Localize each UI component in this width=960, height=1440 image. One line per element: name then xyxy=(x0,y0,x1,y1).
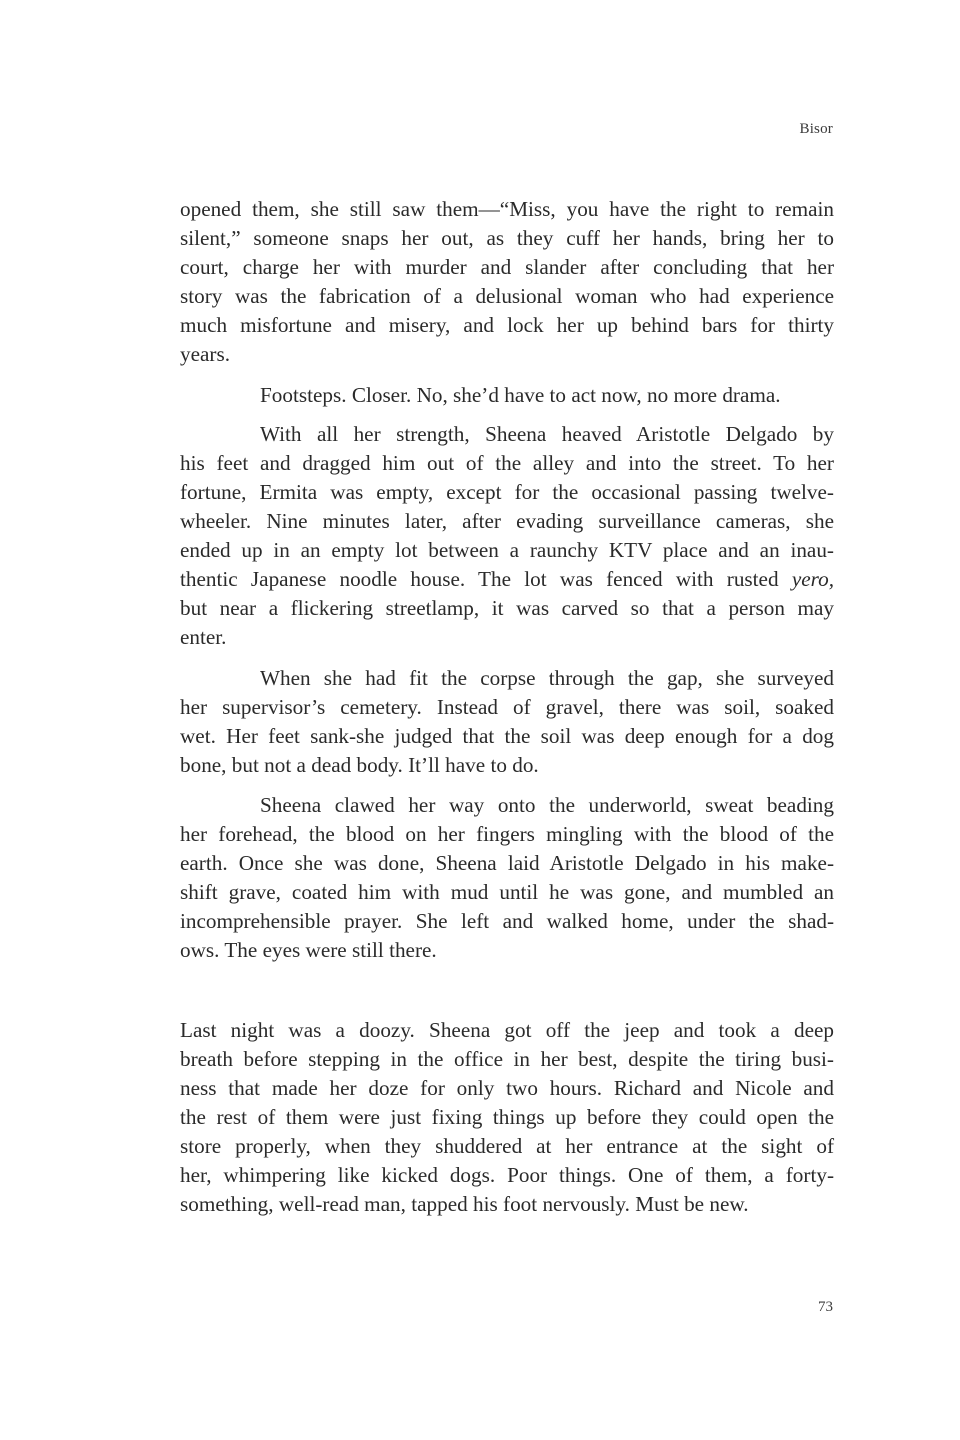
text-line: breath before stepping in the office in her best, despite the tiring busi- xyxy=(180,1047,834,1071)
text-line: fortune, Ermita was empty, except for the occasional passing twelve- xyxy=(180,480,834,504)
text-line: incomprehensible prayer. She left and walked home, under the shad- xyxy=(180,909,834,933)
text-line: ness that made her doze for only two hours. Richard and Nicole and xyxy=(180,1076,834,1100)
text-line: earth. Once she was done, Sheena laid Aristotle Delgado in his make- xyxy=(180,851,834,875)
text-line: ows. The eyes were still there. xyxy=(180,938,437,962)
paragraph-5 xyxy=(180,791,834,965)
page-number: 73 xyxy=(818,1299,833,1315)
text-run: thentic Japanese noodle house. The lot was fenced with rusted xyxy=(180,567,792,591)
paragraph-6 xyxy=(180,1016,834,1219)
text-line: bone, but not a dead body. It’ll have to do. xyxy=(180,753,539,777)
running-head: Bisor xyxy=(799,121,833,137)
text-line: Last night was a doozy. Sheena got off the jeep and took a deep xyxy=(180,1018,834,1042)
text-line: wheeler. Nine minutes later, after evading surveillance cameras, she xyxy=(180,509,834,533)
text-line: enter. xyxy=(180,625,227,649)
text-line: shift grave, coated him with mud until he was gone, and mumbled an xyxy=(180,880,834,904)
text-line: something, well-read man, tapped his foot nervously. Must be new. xyxy=(180,1192,749,1216)
paragraph-3 xyxy=(180,420,834,652)
text-line: silent,” someone snaps her out, as they cuff her hands, bring her to xyxy=(180,226,834,250)
paragraph-4 xyxy=(180,664,834,780)
text-line: her, whimpering like kicked dogs. Poor things. One of them, a forty- xyxy=(180,1163,834,1187)
text-line-with-italic xyxy=(180,565,834,594)
text-line: her forehead, the blood on her fingers mingling with the blood of the xyxy=(180,822,834,846)
paragraph-2 xyxy=(180,381,834,410)
text-line: her supervisor’s cemetery. Instead of gravel, there was soil, soaked xyxy=(180,695,834,719)
italic-word: yero, xyxy=(791,567,834,591)
text-line: ended up in an empty lot between a raunchy KTV place and an inau- xyxy=(180,538,834,562)
text-line: store properly, when they shuddered at her entrance at the sight of xyxy=(180,1134,834,1158)
text-line: Sheena clawed her way onto the underworld, sweat beading xyxy=(260,793,834,817)
text-line: When she had fit the corpse through the gap, she surveyed xyxy=(260,666,834,690)
text-line: Footsteps. Closer. No, she’d have to act now, no more drama. xyxy=(260,383,781,407)
text-line: years. xyxy=(180,342,230,366)
text-line: opened them, she still saw them—“Miss, you have the right to remain xyxy=(180,197,834,221)
text-line: the rest of them were just fixing things up before they could open the xyxy=(180,1105,834,1129)
text-line: his feet and dragged him out of the alley and into the street. To her xyxy=(180,451,834,475)
text-line: story was the fabrication of a delusional woman who had experience xyxy=(180,284,834,308)
text-line: wet. Her feet sank-she judged that the soil was deep enough for a dog xyxy=(180,724,834,748)
text-line: court, charge her with murder and slander after concluding that her xyxy=(180,255,834,279)
text-line: much misfortune and misery, and lock her up behind bars for thirty xyxy=(180,313,834,337)
text-line: but near a flickering streetlamp, it was carved so that a person may xyxy=(180,596,834,620)
text-line: With all her strength, Sheena heaved Aristotle Delgado by xyxy=(260,422,834,446)
paragraph-1 xyxy=(180,195,834,369)
